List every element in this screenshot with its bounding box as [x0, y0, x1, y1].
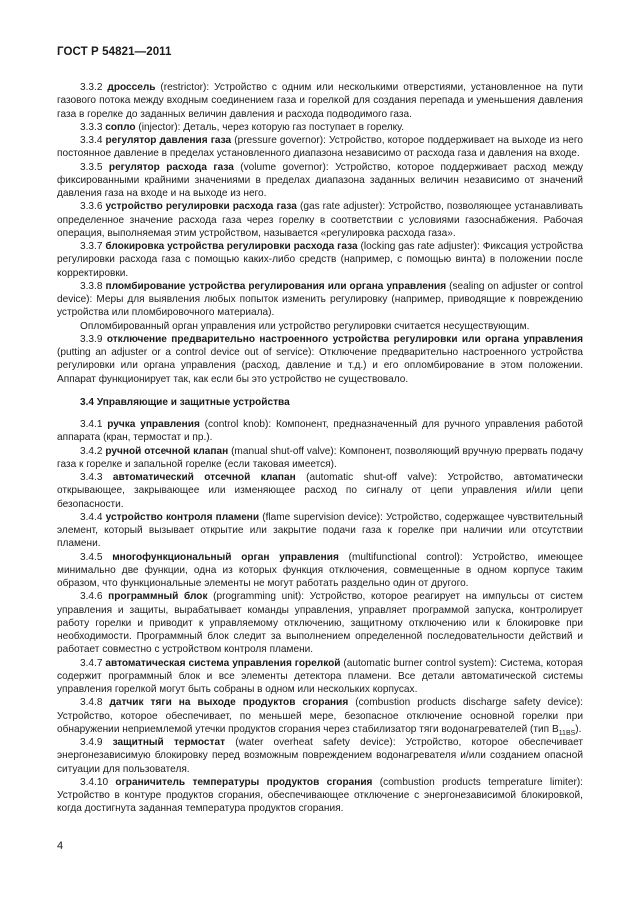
clause-term: отключение предварительно настроенного устройства регулировки или органа управления: [106, 333, 583, 345]
clause-number: 3.3.5: [80, 161, 103, 173]
clause-number: 3.4.7: [80, 657, 103, 669]
clause-3-3-7: [57, 240, 583, 280]
clause-3-4-2: [57, 445, 583, 472]
clause-3-3-2: [57, 81, 583, 121]
clause-text: (control knob): Компонент, предназначенный для ручного управления работой аппарата (кран, термостат и пр.).: [57, 419, 583, 444]
clause-term: ограничитель температуры продуктов сгорания: [115, 776, 373, 788]
clause-number: 3.4.6: [80, 591, 103, 603]
clause-3-4-6: [57, 590, 583, 656]
clause-3-3-8-note: [57, 320, 583, 333]
clause-text: (gas rate adjuster): Устройство, позволяющее устанавливать определенное значение расхода газа через горелку в соответствии с условиями газоснабжения. Рабочая операция, выполняемая этим устройством, называется «регулировка расхода газа».: [57, 201, 584, 239]
clause-text: (putting an adjuster or a control device out of service): Отключение предварительно настроенного устройства регулировки или органа управления (расход, давление и т.д.) и его опломбирование в этом положении. Аппарат функционирует так, как если бы это устройство не существовало.: [57, 347, 583, 385]
clause-3-3-3: [57, 121, 583, 134]
clause-number: 3.4.8: [80, 697, 103, 709]
clause-text: (water overheat safety device): Устройство, которое обеспечивает энергонезависимую блокировку перед возможным повреждением водонагревателя и/или созданием опасной ситуации для пользователя.: [57, 737, 583, 775]
clause-3-3-5: [57, 161, 583, 201]
clause-number: 3.3.2: [80, 82, 103, 93]
clause-number: 3.3.6: [80, 201, 103, 213]
clause-3-4-7: [57, 657, 583, 697]
clause-text: (automatic burner control system): Система, которая содержит программный блок и все элементы детектора пламени. Все детали автоматической системы управления горелкой могут быть собраны в одном или нескольких корпусах.: [57, 657, 583, 695]
type-subscript: 11BS: [558, 729, 576, 737]
clause-text: (flame supervision device): Устройство, содержащее чувствительный элемент, который вызывает открытие или закрытие подачи газа к горелке при наличии или отсутствии пламени.: [57, 511, 583, 550]
clause-term: многофункциональный орган управления: [112, 551, 339, 563]
clause-number: 3.3.4: [80, 135, 103, 146]
clause-text: (programming unit): Устройство, которое реагирует на импульсы от систем управления и защиты, вырабатывает команды управления, управляет программой запуска, контролирует работу горелки и приводит к управляемому отключению, защитному отключению или к блокировке при необходимости. Программный блок следит за выполнением определенной последовательности действий и работает совместно с устройством контроля пламени.: [57, 591, 583, 656]
clause-term: защитный термостат: [112, 737, 226, 748]
clause-3-4-5: [57, 551, 583, 591]
clause-text: (sealing on adjuster or control device): Меры для выявления любых попыток изменить регулировку (например, приводящие к повреждению устройства или пломбировочного материала).: [57, 280, 584, 319]
page-number: 4: [57, 840, 64, 852]
clause-term: пломбирование устройства регулирования или органа управления: [105, 280, 447, 292]
clause-term: регулятор расхода газа: [108, 161, 234, 173]
clause-term: регулятор давления газа: [105, 135, 232, 146]
clause-term: блокировка устройства регулировки расхода газа: [105, 241, 358, 252]
clause-text: (multifunctional control): Устройство, имеющее минимально две функции, одна из которых функция отключения, совмещенные в одном корпусе таким образом, что функциональные элементы не могут работать раздельно один от другого.: [57, 551, 583, 589]
clause-text: (injector): Деталь, через которую газ поступает в горелку.: [135, 121, 405, 133]
clause-term: ручка управления: [107, 419, 200, 430]
clause-number: 3.3.9: [80, 333, 103, 345]
clause-text: (pressure governor): Устройство, которое поддерживает на выходе из него постоянное давление в пределах установленного диапазона независимо от расхода газа и давления на входе.: [57, 135, 583, 160]
clause-text: (volume governor): Устройство, которое поддерживает расход между фиксированными крайними значениями в пределах диапазона заданных величин независимо от значений давления газа на входе и на выходе из него.: [57, 161, 583, 199]
clause-term: устройство регулировки расхода газа: [105, 201, 297, 213]
clause-text: (locking gas rate adjuster): Фиксация устройства регулировки расхода газа с помощью каких-либо средств (например, с помощью винта) в положении после корректировки.: [57, 241, 583, 279]
clause-3-3-9: [57, 333, 583, 386]
clause-3-4-1: [57, 418, 583, 445]
clause-term: программный блок: [108, 591, 208, 603]
clause-text: (automatic shut-off valve): Устройство, автоматически открывающее, закрывающее или изменяющее расход по сигналу от цепи управления и/или цепи безопасности.: [57, 472, 584, 510]
clause-number: 3.4.2: [80, 445, 103, 457]
section-heading: 3.4 Управляющие и защитные устройства: [80, 396, 290, 408]
clause-3-4-4: [57, 511, 583, 551]
document-body: [57, 81, 583, 816]
clause-number: 3.4.4: [80, 511, 103, 523]
clause-3-4-3: [57, 471, 583, 511]
clause-number: 3.4.9: [80, 737, 103, 748]
clause-text: (combustion products discharge safety device): Устройство, которое обеспечивает, по меньшей мере, безопасное отключение основной горелки при обнаружении неприемлемой утечки продуктов сгорания через стабилизатор тяги водонагревателей (тип В: [57, 697, 583, 735]
clause-3-3-8: [57, 280, 583, 320]
clause-3-3-4: [57, 134, 583, 161]
clause-term: датчик тяги на выходе продуктов сгорания: [109, 697, 349, 709]
clause-3-4-10: [57, 776, 583, 816]
clause-3-3-6: [57, 200, 583, 240]
clause-term: автоматический отсечной клапан: [112, 472, 296, 483]
clause-text-tail: ).: [575, 723, 582, 735]
clause-term: сопло: [105, 121, 136, 133]
clause-number: 3.4.5: [80, 551, 103, 563]
clause-term: автоматическая система управления горелкой: [105, 657, 341, 669]
clause-text: (restrictor): Устройство с одним или несколькими отверстиями, установленное на пути газового потока между входным соединением газа и горелкой для создания перепада и уменьшения давления газа в горелке до заданных величин давления и расхода подводимого газа.: [57, 82, 584, 120]
page-header-title: ГОСТ Р 54821—2011: [57, 46, 172, 58]
clause-number: 3.3.8: [80, 280, 103, 292]
clause-text: (combustion products temperature limiter): Устройство в контуре продуктов сгорания, обеспечивающее отключение с энергонезависимой блокировкой, когда достигнута заданная температура продуктов сгорания.: [57, 776, 583, 815]
clause-text: Опломбированный орган управления или устройство регулировки считается несуществующим.: [80, 320, 530, 332]
clause-number: 3.3.7: [80, 241, 103, 252]
clause-3-4-9: [57, 736, 583, 776]
clause-number: 3.4.1: [80, 419, 103, 430]
clause-term: дроссель: [107, 82, 156, 93]
clause-text: (manual shut-off valve): Компонент, позволяющий вручную прервать подачу газа к горелке и запальной горелке (если таковая имеется).: [57, 445, 583, 470]
clause-number: 3.4.10: [80, 776, 109, 788]
clause-3-4-8: [57, 696, 583, 736]
clause-term: ручной отсечной клапан: [105, 445, 229, 457]
clause-number: 3.4.3: [80, 472, 103, 483]
clause-term: устройство контроля пламени: [105, 511, 260, 523]
clause-number: 3.3.3: [80, 121, 103, 133]
